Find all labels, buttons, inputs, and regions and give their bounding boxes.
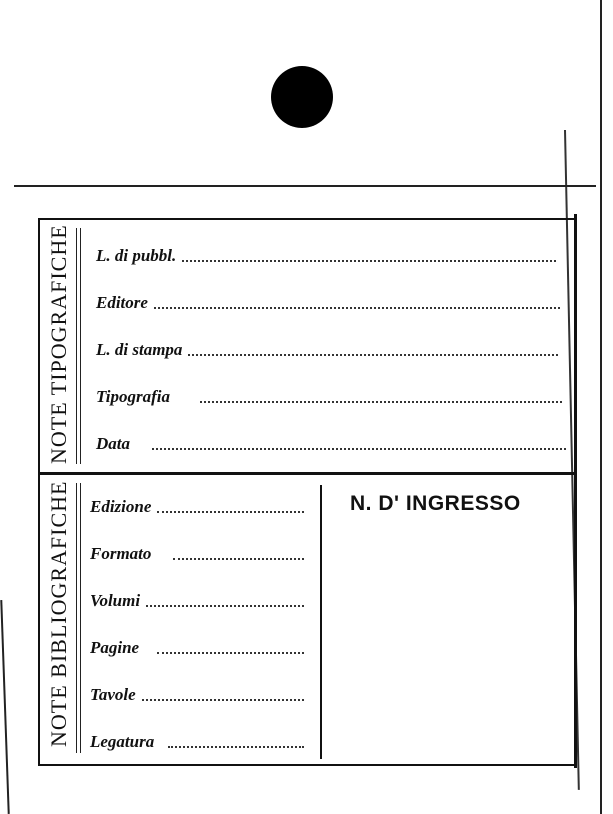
tear-line	[14, 185, 596, 187]
accession-number-label: N. D' INGRESSO	[350, 492, 521, 515]
fill-line	[152, 447, 566, 450]
fill-line	[188, 353, 558, 356]
field-tavole[interactable]	[90, 685, 304, 705]
paper-edge-left	[0, 600, 9, 814]
field-label: Editore	[96, 293, 148, 312]
biblio-section-heading: NOTE BIBLIOGRAFICHE	[46, 480, 71, 747]
field-volumi[interactable]	[90, 591, 304, 611]
field-pagine[interactable]	[90, 638, 304, 658]
field-label: Legatura	[90, 732, 155, 751]
punch-hole	[271, 66, 333, 128]
paper-edge-right	[600, 0, 602, 814]
field-label: Data	[96, 434, 130, 453]
fill-line	[146, 604, 304, 607]
field-luogo-pubblicazione[interactable]	[96, 246, 556, 266]
fill-line	[157, 510, 304, 513]
field-label: Edizione	[90, 497, 152, 516]
field-edizione[interactable]	[90, 497, 304, 517]
field-tipografia[interactable]	[96, 387, 562, 407]
field-label: L. di stampa	[96, 340, 183, 359]
fill-line	[142, 698, 304, 701]
typo-section-heading: NOTE TIPOGRAFICHE	[46, 224, 71, 464]
typo-rule-1	[76, 228, 77, 464]
biblio-rule-1	[76, 483, 77, 753]
column-divider	[320, 485, 322, 759]
fill-line	[154, 306, 560, 309]
field-label: Formato	[90, 544, 152, 563]
field-label: L. di pubbl.	[96, 246, 177, 265]
field-legatura[interactable]	[90, 732, 304, 752]
biblio-side-label-area	[40, 475, 78, 764]
typographic-notes-section	[40, 220, 574, 475]
catalog-card	[38, 218, 576, 766]
typo-rule-2	[80, 228, 81, 464]
field-formato[interactable]	[90, 544, 304, 564]
typo-side-label-area	[40, 220, 78, 472]
field-editore[interactable]	[96, 293, 560, 313]
field-luogo-stampa[interactable]	[96, 340, 558, 360]
fill-line	[182, 259, 556, 262]
biblio-rule-2	[80, 483, 81, 753]
field-label: Pagine	[90, 638, 140, 657]
fill-line	[157, 651, 304, 654]
fill-line	[173, 557, 304, 560]
field-label: Tavole	[90, 685, 136, 704]
field-label: Volumi	[90, 591, 141, 610]
field-data[interactable]	[96, 434, 566, 454]
field-label: Tipografia	[96, 387, 170, 406]
fill-line	[168, 745, 304, 748]
bibliographic-notes-section	[40, 475, 574, 764]
fill-line	[200, 400, 562, 403]
